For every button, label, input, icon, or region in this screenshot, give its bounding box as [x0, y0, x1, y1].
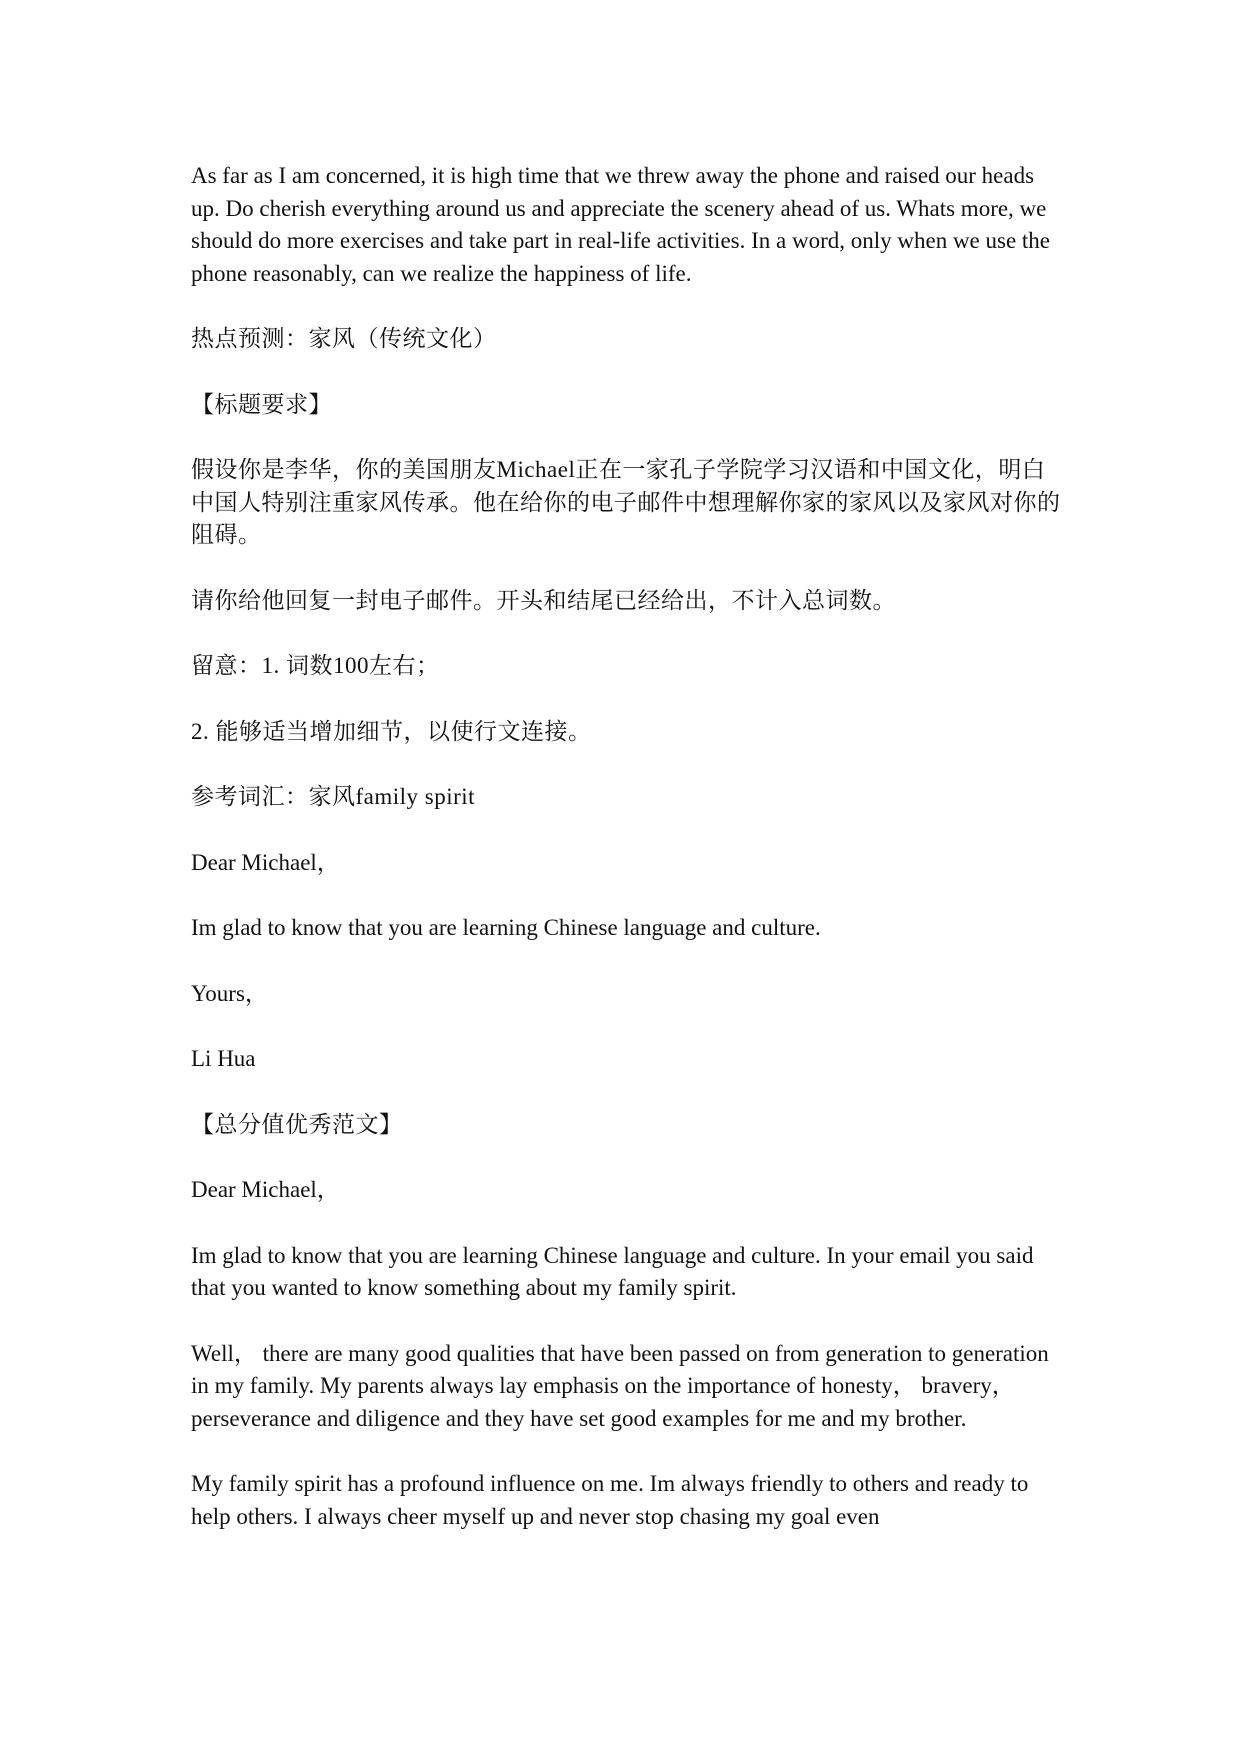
paragraph-greeting: Dear Michael，	[191, 849, 340, 875]
paragraph-sample-greeting: Dear Michael，	[191, 1177, 340, 1202]
paragraph-sample-essay-heading: 【总分值优秀范文】	[191, 1111, 403, 1137]
paragraph-signature: Li Hua	[191, 1046, 256, 1071]
paragraph-sample-qualities: Well， there are many good qualities that have been passed on from generation to generation in my family. My parents always lay emphasis on the importance of honesty， bravery， perseverance and diligence and they have set good examples for me and my brother.	[191, 1340, 1049, 1431]
paragraph-sample-opening: Im glad to know that you are learning Chinese language and culture. In your email you said that you wanted to know something about my family spirit.	[191, 1242, 1034, 1300]
paragraph-reply-instruction: 请你给他回复一封电子邮件。开头和结尾已经给出，不计入总词数。	[191, 587, 896, 613]
paragraph-phone-conclusion: As far as I am concerned, it is high time that we threw away the phone and raised our heads up. Do cherish everything around us and appreciate the scenery ahead of us. Whats more, we should do more exercises and take part in real-life activities. In a word, only when we use the phone reasonably, can we realize the happiness of life.	[191, 163, 1051, 286]
paragraph-note-word-count: 留意：1. 词数100左右；	[191, 653, 440, 678]
paragraph-sample-influence: My family spirit has a profound influence on me. Im always friendly to others and ready to help others. I always cheer myself up and never stop chasing my goal even	[191, 1471, 1029, 1529]
paragraph-closing: Yours，	[191, 980, 268, 1006]
paragraph-hot-topic: 热点预测：家风（传统文化）	[191, 326, 497, 351]
paragraph-note-details: 2. 能够适当增加细节，以使行文连接。	[191, 718, 592, 744]
document-body	[191, 160, 1061, 1566]
paragraph-opening-line: Im glad to know that you are learning Chinese language and culture.	[191, 915, 821, 940]
paragraph-task-description: 假设你是李华，你的美国朋友Michael正在一家孔子学院学习汉语和中国文化，明白中国人特别注重家风传承。他在给你的电子邮件中想理解你家的家风以及家风对你的阻碍。	[191, 457, 1061, 547]
paragraph-title-requirement-heading: 【标题要求】	[191, 391, 332, 417]
paragraph-reference-vocab: 参考词汇：家风family spirit	[191, 784, 476, 809]
